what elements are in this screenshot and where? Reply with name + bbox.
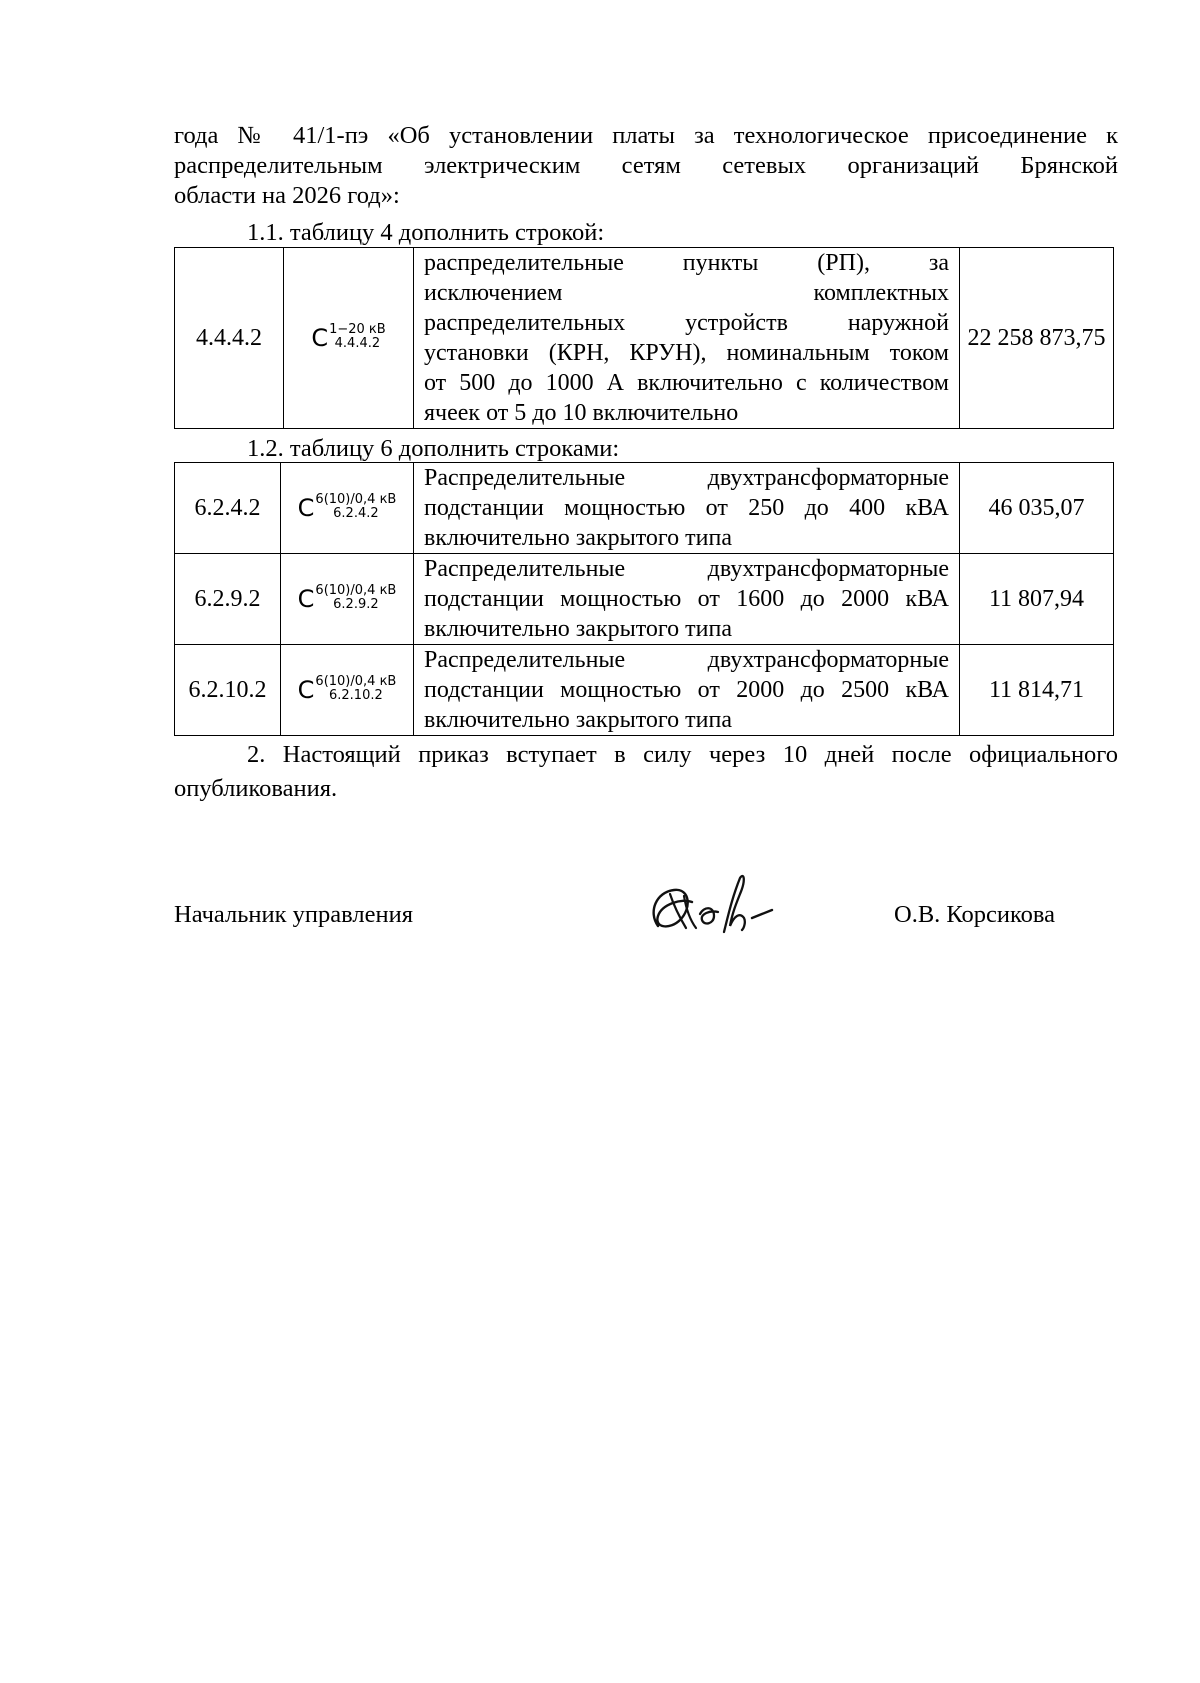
description-line: включительно закрытого типа bbox=[424, 707, 732, 733]
description-line: включительно закрытого типа bbox=[424, 616, 732, 642]
description-line: исключением комплектных bbox=[424, 280, 949, 306]
row-value: 46 035,07 bbox=[960, 463, 1114, 554]
rate-symbol bbox=[284, 248, 414, 429]
symbol-subscript: 4.4.4.2 bbox=[334, 336, 381, 351]
symbol-subscript: 6.2.9.2 bbox=[333, 597, 379, 612]
description-line: от 500 до 1000 А включительно с количеством bbox=[424, 370, 949, 396]
row-value: 11 807,94 bbox=[960, 554, 1114, 645]
table-row bbox=[175, 645, 1114, 736]
description-line: Распределительные двухтрансформаторные bbox=[424, 556, 949, 582]
row-value: 11 814,71 bbox=[960, 645, 1114, 736]
symbol-base: C bbox=[297, 585, 315, 613]
symbol-superscript: 6(10)/0,4 кВ bbox=[315, 583, 397, 598]
symbol-superscript: 1−20 кВ bbox=[329, 322, 386, 337]
row-description bbox=[414, 645, 960, 736]
signatory-name: О.В. Корсикова bbox=[894, 901, 1056, 928]
row-description bbox=[414, 248, 960, 429]
table-row bbox=[175, 248, 1114, 429]
intro-line: распределительным электрическим сетям сетевых организаций Брянской bbox=[174, 152, 1118, 179]
intro-paragraph bbox=[174, 121, 1118, 211]
row-number: 6.2.9.2 bbox=[175, 554, 281, 645]
rate-symbol bbox=[281, 463, 414, 554]
clause-line: 2. Настоящий приказ вступает в силу через 10 дней после официального bbox=[247, 741, 1118, 768]
symbol-base: C bbox=[311, 324, 329, 352]
table-4-addition bbox=[174, 247, 1114, 429]
row-number: 6.2.4.2 bbox=[175, 463, 281, 554]
symbol-subscript: 6.2.4.2 bbox=[333, 506, 379, 521]
signatory-title: Начальник управления bbox=[174, 901, 413, 928]
description-line: Распределительные двухтрансформаторные bbox=[424, 647, 949, 673]
intro-line: области на 2026 год»: bbox=[174, 182, 400, 209]
symbol-superscript: 6(10)/0,4 кВ bbox=[315, 492, 397, 507]
table-6-addition bbox=[174, 462, 1114, 736]
row-description bbox=[414, 463, 960, 554]
intro-line: года № 41/1-пэ «Об установлении платы за технологическое присоединение к bbox=[174, 122, 1118, 149]
description-line: подстанции мощностью от 250 до 400 кВА bbox=[424, 495, 949, 521]
section-1-2-heading: 1.2. таблицу 6 дополнить строками: bbox=[247, 435, 620, 462]
symbol-base: C bbox=[297, 676, 315, 704]
row-number: 6.2.10.2 bbox=[175, 645, 281, 736]
description-line: распределительных устройств наружной bbox=[424, 310, 949, 336]
row-description bbox=[414, 554, 960, 645]
row-value: 22 258 873,75 bbox=[960, 248, 1114, 429]
handwritten-signature-icon bbox=[640, 868, 790, 948]
clause-2-paragraph bbox=[174, 738, 1118, 806]
rate-symbol bbox=[281, 554, 414, 645]
row-number: 4.4.4.2 bbox=[175, 248, 284, 429]
table-row bbox=[175, 463, 1114, 554]
description-line: подстанции мощностью от 1600 до 2000 кВА bbox=[424, 586, 949, 612]
description-line: Распределительные двухтрансформаторные bbox=[424, 465, 949, 491]
description-line: подстанции мощностью от 2000 до 2500 кВА bbox=[424, 677, 949, 703]
table-row bbox=[175, 554, 1114, 645]
description-line: ячеек от 5 до 10 включительно bbox=[424, 400, 739, 426]
clause-line: опубликования. bbox=[174, 775, 338, 802]
description-line: включительно закрытого типа bbox=[424, 525, 732, 551]
symbol-base: C bbox=[297, 494, 315, 522]
description-line: распределительные пункты (РП), за bbox=[424, 250, 949, 276]
symbol-superscript: 6(10)/0,4 кВ bbox=[315, 674, 397, 689]
symbol-subscript: 6.2.10.2 bbox=[329, 688, 383, 703]
description-line: установки (КРН, КРУН), номинальным током bbox=[424, 340, 949, 366]
rate-symbol bbox=[281, 645, 414, 736]
section-1-1-heading: 1.1. таблицу 4 дополнить строкой: bbox=[247, 219, 605, 246]
